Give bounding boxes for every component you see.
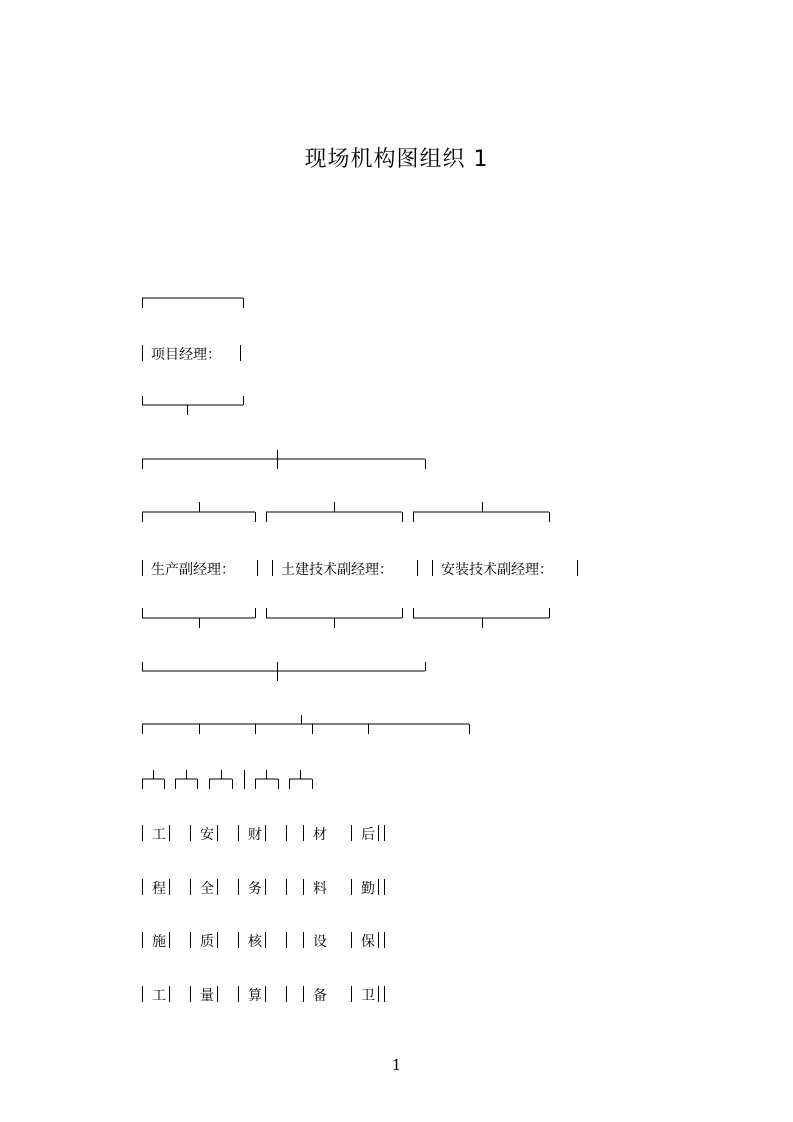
box-border <box>190 932 191 948</box>
box-border <box>142 986 143 1002</box>
box-border <box>351 825 352 841</box>
box-border <box>169 932 170 948</box>
box-border <box>190 986 191 1002</box>
department-char: 卫 <box>361 988 375 1004</box>
box-border <box>351 986 352 1002</box>
manager-label: 项目经理： <box>151 347 221 363</box>
box-border <box>142 932 143 948</box>
box-border <box>577 560 578 576</box>
box-border-right <box>240 345 241 361</box>
box-border <box>351 879 352 895</box>
box-border <box>142 879 143 895</box>
box-border <box>303 932 304 948</box>
box-border <box>142 560 143 576</box>
box-border <box>351 932 352 948</box>
document-title: 现场机构图组织 1 <box>304 147 489 172</box>
department-char: 全 <box>200 881 214 897</box>
box-border <box>384 932 385 948</box>
box-border <box>286 825 287 841</box>
box-border <box>217 825 218 841</box>
box-border <box>378 879 379 895</box>
department-char: 材 <box>313 827 327 843</box>
box-border-left <box>142 345 143 361</box>
box-border <box>286 879 287 895</box>
box-border <box>378 986 379 1002</box>
department-char: 量 <box>200 988 214 1004</box>
department-char: 保 <box>361 934 375 950</box>
department-char: 工 <box>152 988 166 1004</box>
box-border <box>384 986 385 1002</box>
box-border <box>190 879 191 895</box>
box-border <box>217 932 218 948</box>
box-border <box>303 986 304 1002</box>
department-char: 安 <box>200 827 214 843</box>
box-border <box>169 986 170 1002</box>
deputy-installation-label: 安装技术副经理： <box>441 562 553 578</box>
box-border <box>238 879 239 895</box>
department-char: 核 <box>248 934 262 950</box>
box-border <box>169 825 170 841</box>
box-border <box>217 879 218 895</box>
box-border <box>169 879 170 895</box>
department-char: 务 <box>248 881 262 897</box>
box-border <box>265 879 266 895</box>
deputy-civil-label: 土建技术副经理： <box>281 562 393 578</box>
box-border <box>272 560 273 576</box>
box-border <box>238 986 239 1002</box>
box-border <box>238 932 239 948</box>
box-border <box>303 825 304 841</box>
box-border <box>378 825 379 841</box>
box-border <box>265 986 266 1002</box>
department-char: 工 <box>152 827 166 843</box>
department-char: 算 <box>248 988 262 1004</box>
box-border <box>303 879 304 895</box>
department-char: 质 <box>200 934 214 950</box>
department-char: 财 <box>248 827 262 843</box>
box-border <box>384 879 385 895</box>
box-border <box>190 825 191 841</box>
department-char: 施 <box>152 934 166 950</box>
department-char: 设 <box>313 934 327 950</box>
department-char: 勤 <box>361 881 375 897</box>
department-char: 料 <box>313 881 327 897</box>
box-border <box>286 986 287 1002</box>
box-border <box>286 932 287 948</box>
department-char: 备 <box>313 988 327 1004</box>
department-char: 后 <box>361 827 375 843</box>
box-border <box>378 932 379 948</box>
page-number: 1 <box>391 1056 402 1074</box>
box-border <box>432 560 433 576</box>
box-border <box>142 825 143 841</box>
box-border <box>265 825 266 841</box>
box-border <box>265 932 266 948</box>
box-border <box>384 825 385 841</box>
deputy-production-label: 生产副经理： <box>151 562 235 578</box>
department-char: 程 <box>152 881 166 897</box>
box-border <box>238 825 239 841</box>
box-border <box>217 986 218 1002</box>
box-border <box>417 560 418 576</box>
box-border <box>257 560 258 576</box>
